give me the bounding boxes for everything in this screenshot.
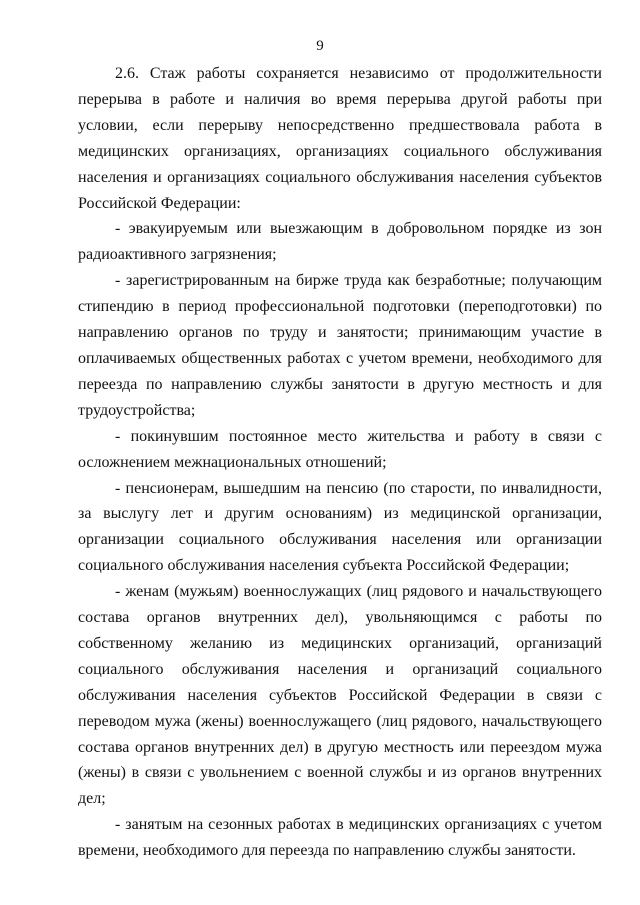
list-item-seasonal-workers: - занятым на сезонных работах в медицинских организациях с учетом времени, необходимого для переезда по направлению службы занятости.: [78, 816, 602, 860]
list-item-evacuated: - эвакуируемым или выезжающим в добровольном порядке из зон радиоактивного загрязнения;: [78, 220, 602, 264]
list-item-military-spouses: - женам (мужьям) военнослужащих (лиц рядового и начальствующего состава органов внутренних дел), увольняющимся с работы по собственному желанию из медицинских организаций, организаций социального обслуживания населения и организаций социального обслуживания населения субъектов Российской Федерации в связи с переводом мужа (жены) военнослужащего (лиц рядового, начальствующего состава органов внутренних дел) в другую местность или переездом мужа (жены) в связи с увольнением с военной службы и из органов внутренних дел;: [78, 583, 602, 808]
page-number: 9: [316, 38, 324, 54]
list-item-relocated: - покинувшим постоянное место жительства и работу в связи с осложнением межнациональных отношений;: [78, 427, 602, 471]
list-item-pensioners: - пенсионерам, вышедшим на пенсию (по старости, по инвалидности, за выслугу лет и другим основаниям) из медицинской организации, организации социального обслуживания населения или организации социального обслуживания населения субъекта Российской Федерации;: [78, 479, 602, 575]
list-item-unemployed: - зарегистрированным на бирже труда как безработные; получающим стипендию в период профессиональной подготовки (переподготовки) по направлению органов по труду и занятости; принимающим участие в оплачиваемых общественных работах с учетом времени, необходимого для переезда по направлению службы занятости в другую местность и для трудоустройства;: [78, 272, 602, 419]
paragraph-2-6-intro: 2.6. Стаж работы сохраняется независимо от продолжительности перерыва в работе и наличия во время перерыва другой работы при условии, если перерыву непосредственно предшествовала работа в медицинских организациях, организациях социального обслуживания населения и организациях социального обслуживания населения субъектов Российской Федерации:: [78, 65, 602, 212]
document-body: [78, 61, 602, 864]
